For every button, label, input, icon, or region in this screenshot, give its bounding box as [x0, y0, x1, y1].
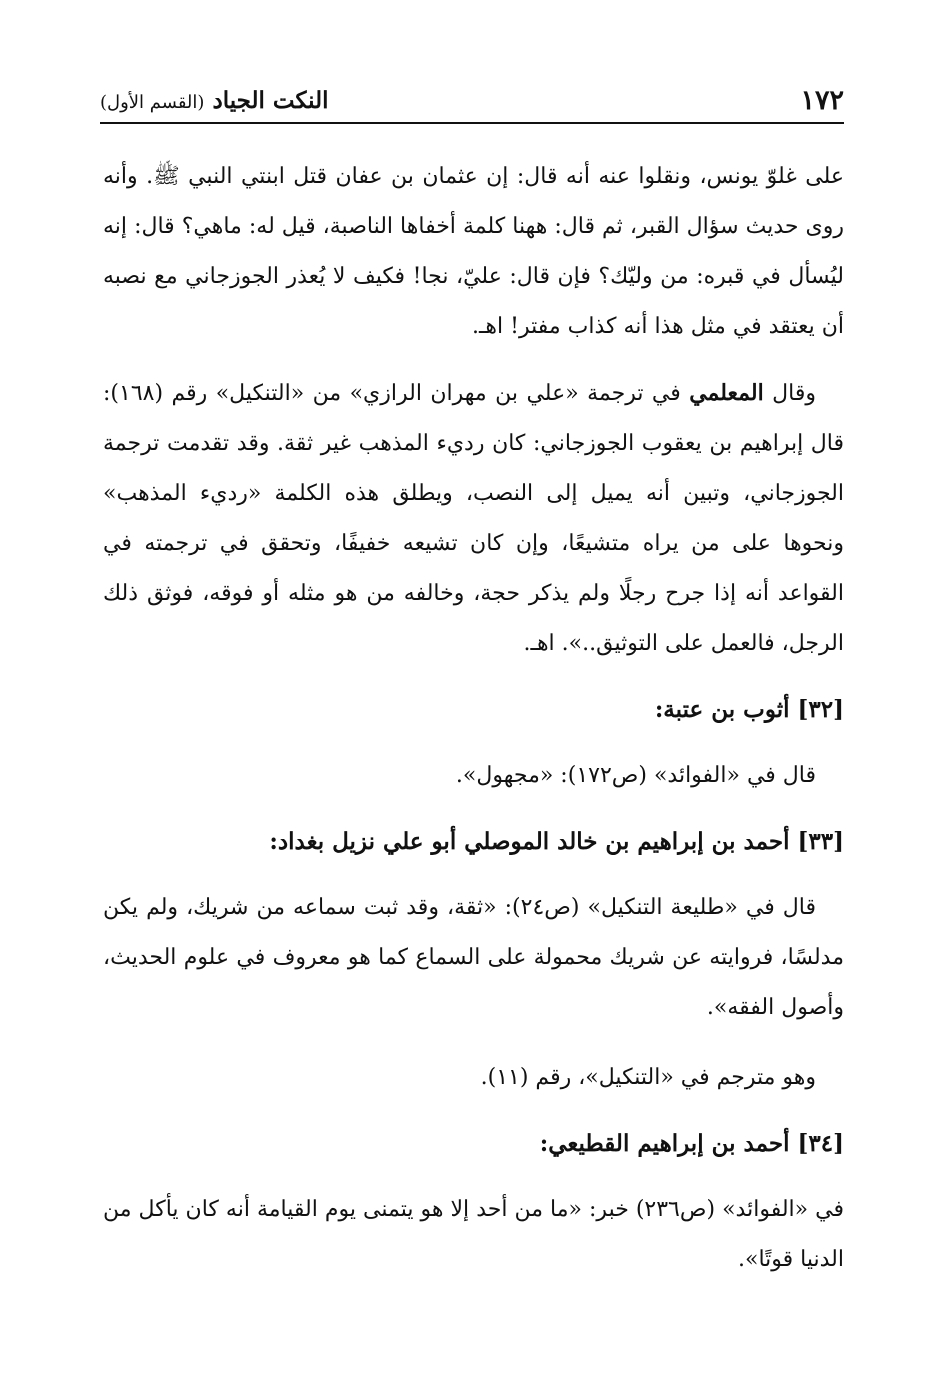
paragraph-continuation: على غلوّ يونس، ونقلوا عنه أنه قال: إن عثمان بن عفان قتل ابنتي النبي ﷺ. وأنه روى حديث سؤال القبر، ثم قال: ههنا كلمة أخفاها الناصبة، قيل له: ماهي؟ قال: إنه ليُسأل في قبره: من وليّك؟ فإن قال: عليّ، نجا! فكيف لا يُعذر الجوزجاني مع نصبه أن يعتقد في مثل هذا أنه كذاب مفتر! اهـ.	[103, 164, 844, 339]
paragraph-text: في ترجمة «علي بن مهران الرازي» من «التنكيل» رقم (١٦٨): قال إبراهيم بن يعقوب الجوزجاني: كان رديء المذهب غير ثقة. وقد تقدمت ترجمة الجوزجاني، وتبين أنه يميل إلى النصب، ويطلق هذه الكلمة «رديء المذهب» ونحوها على من يراه متشيعًا، وإن كان تشيعه خفيفًا، وتحقق في ترجمته في القواعد أنه إذا جرح رجلًا ولم يذكر حجة، وخالفه من هو مثله أو فوقه، فوثق ذلك الرجل، فالعمل على التوثيق..». اهـ.	[103, 381, 844, 656]
entry-heading-32: [٣٢] أثوب بن عتبة:	[654, 696, 844, 723]
entry-text-33: قال في «طليعة التنكيل» (ص٢٤): «ثقة، وقد ثبت سماعه من شريك، ولم يكن مدلسًا، فروايته عن شريك محمولة على السماع كما هو معروف في علوم الحديث، وأصول الفقه».	[103, 895, 844, 1020]
running-title	[100, 87, 329, 114]
entry-text-32: قال في «الفوائد» (ص١٧٢): «مجهول».	[455, 763, 816, 788]
book-section: (القسم الأول)	[100, 91, 205, 113]
paragraph-muallimi-quote	[103, 368, 844, 669]
page-number: ١٧٢	[800, 84, 844, 116]
page-header	[100, 78, 844, 124]
author-name: المعلمي	[689, 380, 764, 406]
page-body	[103, 152, 844, 1285]
entry-heading-34: [٣٤] أحمد بن إبراهيم القطيعي:	[539, 1130, 844, 1157]
paragraph-lead: وقال	[763, 381, 816, 406]
entry-text-34: في «الفوائد» (ص٢٣٦) خبر: «ما من أحد إلا هو يتمنى يوم القيامة أنه كان يأكل من الدنيا قوتًا».	[103, 1197, 844, 1272]
entry-heading-33: [٣٣] أحمد بن إبراهيم بن خالد الموصلي أبو علي نزيل بغداد:	[269, 828, 844, 855]
book-title: النكت الجياد	[212, 86, 329, 114]
entry-text-33-reference: وهو مترجم في «التنكيل»، رقم (١١).	[480, 1065, 816, 1090]
